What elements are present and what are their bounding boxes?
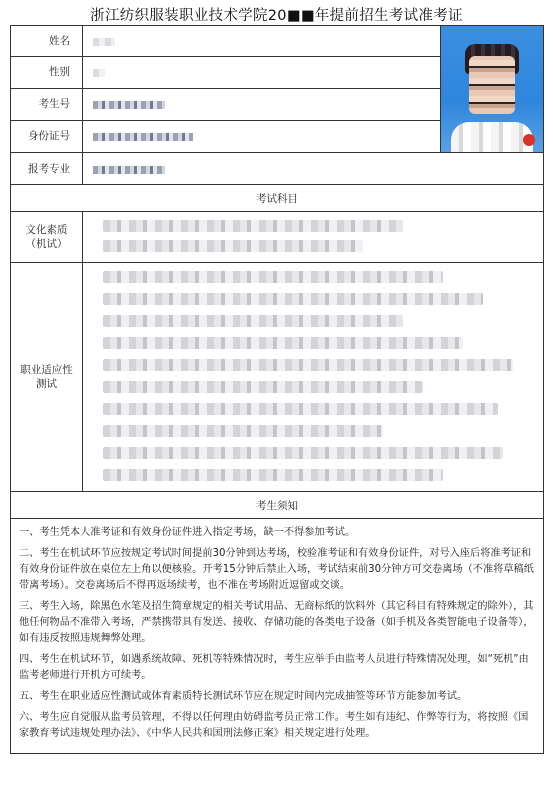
vocational-detail-blurred (83, 263, 544, 492)
culture-detail-blurred (83, 212, 544, 263)
redacted-id (93, 133, 193, 141)
redacted-gender (93, 69, 105, 77)
id-value (83, 120, 441, 152)
notice-item-2: 二、考生在机试环节应按规定考试时间提前30分钟到达考场，校验准考证和有效身份证件，对号入座后将准考证和有效身份证件放在桌位左上角以便核验。开考15分钟后禁止入场，考试结束前30分钟方可交卷离场（不准将草稿纸带离考场）。交卷离场后不得再返场续考，也不准在考场附近逗留或交谈。 (19, 548, 534, 591)
exam-no-label: 考生号 (11, 88, 83, 120)
notice-item-5: 五、考生在职业适应性测试或体育素质特长测试环节应在规定时间内完成抽签等环节方能参加考试。 (19, 691, 468, 702)
redacted-major (93, 166, 165, 174)
notice-item-1: 一、考生凭本人准考证和有效身份证件进入指定考场，缺一不得参加考试。 (19, 527, 356, 538)
photo-cell (441, 26, 544, 153)
redacted-name (93, 38, 115, 46)
major-value (83, 153, 544, 185)
major-label: 报考专业 (11, 153, 83, 185)
id-label: 身份证号 (11, 120, 83, 152)
admission-ticket-table (10, 25, 544, 754)
gender-value (83, 56, 441, 88)
page-title: 浙江纺织服装职业技术学院20■■年提前招生考试准考证 (90, 8, 463, 24)
notice-header: 考生须知 (11, 492, 544, 519)
notice-body (11, 519, 544, 754)
notice-item-4: 四、考生在机试环节，如遇系统故障、死机等特殊情况时，考生应举手由监考人员进行特殊情况处理，如“死机”由监考老师进行开机方可续考。 (19, 654, 529, 681)
notice-item-3: 三、考生入场，除黑色水笔及招生简章规定的相关考试用品、无商标纸的饮料外（其它科目有特殊规定的除外），其他任何物品不准带入考场，严禁携带具有发送、接收、存储功能的各类电子设备（如手机及各类智能电子设备等），如有违反按照违规舞弊处理。 (19, 601, 534, 644)
candidate-photo (441, 26, 543, 152)
vocational-label: 职业适应性 测试 (11, 263, 83, 492)
redacted-exam-no (93, 101, 165, 109)
notice-item-6: 六、考生应自觉服从监考员管理，不得以任何理由妨碍监考员正常工作。考生如有违纪、作弊等行为，将按照《国家教育考试违规处理办法》、《中华人民共和国刑法修正案》相关规定进行处理。 (19, 712, 529, 739)
subjects-header: 考试科目 (11, 185, 544, 212)
gender-label: 性别 (11, 56, 83, 88)
culture-label: 文化素质 （机试） (11, 212, 83, 263)
name-value (83, 26, 441, 57)
name-label: 姓名 (11, 26, 83, 57)
exam-no-value (83, 88, 441, 120)
